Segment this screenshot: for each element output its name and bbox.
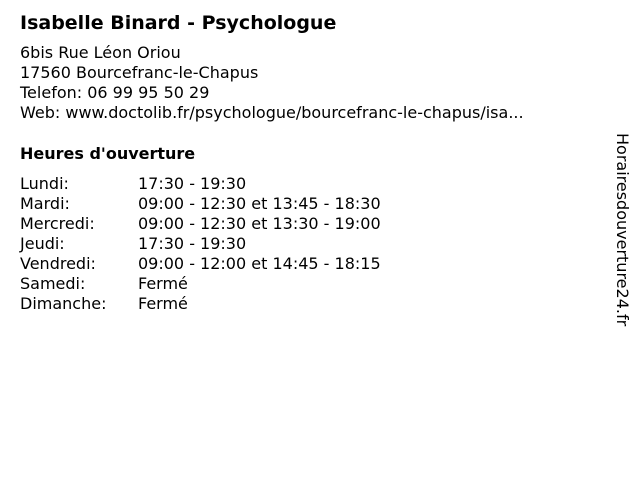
day-hours: 17:30 - 19:30: [138, 174, 247, 193]
site-watermark: Horairesdouverture24.fr: [613, 133, 632, 327]
day-hours: Fermé: [138, 294, 188, 313]
phone-number: Telefon: 06 99 95 50 29: [20, 83, 210, 102]
address-city: 17560 Bourcefranc-le-Chapus: [20, 63, 259, 82]
day-label: Mercredi:: [20, 214, 95, 233]
day-hours: 17:30 - 19:30: [138, 234, 247, 253]
day-hours: Fermé: [138, 274, 188, 293]
address-street: 6bis Rue Léon Oriou: [20, 43, 181, 62]
day-label: Vendredi:: [20, 254, 96, 273]
day-label: Mardi:: [20, 194, 70, 213]
day-label: Lundi:: [20, 174, 69, 193]
business-title: Isabelle Binard - Psychologue: [20, 12, 337, 34]
website-url: Web: www.doctolib.fr/psychologue/bourcefranc-le-chapus/isa...: [20, 103, 524, 122]
opening-hours-heading: Heures d'ouverture: [20, 144, 196, 163]
business-contact-block: [20, 43, 524, 123]
day-label: Dimanche:: [20, 294, 107, 313]
day-hours: 09:00 - 12:30 et 13:30 - 19:00: [138, 214, 381, 233]
day-hours: 09:00 - 12:00 et 14:45 - 18:15: [138, 254, 381, 273]
day-label: Samedi:: [20, 274, 86, 293]
day-hours: 09:00 - 12:30 et 13:45 - 18:30: [138, 194, 381, 213]
day-label: Jeudi:: [20, 234, 65, 253]
